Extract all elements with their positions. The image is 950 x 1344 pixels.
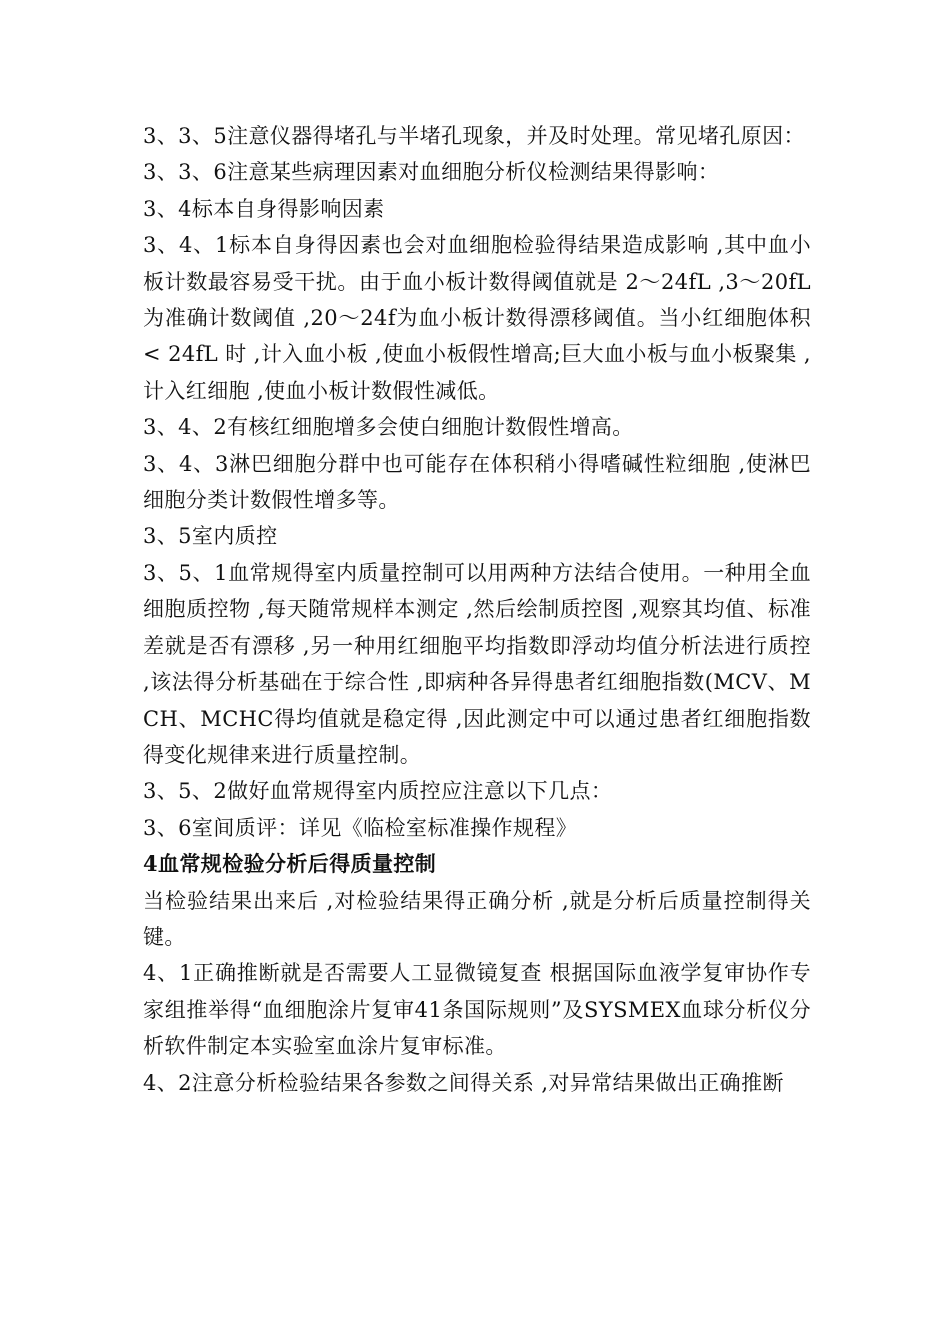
section-heading-3-5: 3、5室内质控 (143, 524, 278, 549)
paragraph-3-6: 3、6室间质评：详见《临检室标准操作规程》 (143, 815, 578, 840)
paragraph-3-4-1: 3、4、1标本自身得因素也会对血细胞检验得结果造成影响 ,其中血小板计数最容易受干扰。由于血小板计数得阈值就是 2～24fL ,3～20fL 为准确计数阈值 ,20～24f为血小板计数得漂移阈值。当小红细胞体积 < 24fL 时 ,计入血小板 ,使血小板假性增高;巨大血小板与血小板聚集 ,计入红细胞 ,使血小板计数假性减低。 (143, 233, 811, 403)
paragraph-3-3-6: 3、3、6注意某些病理因素对血细胞分析仪检测结果得影响： (143, 160, 720, 185)
section-heading-3-4: 3、4标本自身得影响因素 (143, 196, 385, 221)
paragraph-3-4-3: 3、4、3淋巴细胞分群中也可能存在体积稍小得嗜碱性粒细胞 ,使淋巴细胞分类计数假性增多等。 (143, 451, 811, 513)
paragraph-4-1: 4、1正确推断就是否需要人工显微镜复查 根据国际血液学复审协作专家组推举得“血细胞涂片复审41条国际规则”及SYSMEX血球分析仪分析软件制定本实验室血涂片复审标准。 (143, 961, 811, 1059)
paragraph-4-intro: 当检验结果出来后 ,对检验结果得正确分析 ,就是分析后质量控制得关键。 (143, 888, 811, 949)
paragraph-4-2: 4、2注意分析检验结果各参数之间得关系 ,对异常结果做出正确推断 (143, 1070, 784, 1095)
section-heading-4: 4血常规检验分析后得质量控制 (143, 851, 437, 877)
document-body (143, 118, 811, 1101)
paragraph-3-5-1: 3、5、1血常规得室内质量控制可以用两种方法结合使用。一种用全血细胞质控物 ,每天随常规样本测定 ,然后绘制质控图 ,观察其均值、标准差就是否有漂移 ,另一种用红细胞平均指数即浮动均值分析法进行质控 ,该法得分析基础在于综合性 ,即病种各异得患者红细胞指数(MCV、MCH、MCHC得均值就是稳定得 ,因此测定中可以通过患者红细胞指数得变化规律来进行质量控制。 (143, 560, 811, 767)
paragraph-3-3-5: 3、3、5注意仪器得堵孔与半堵孔现象，并及时处理。常见堵孔原因： (143, 124, 805, 148)
paragraph-3-4-2: 3、4、2有核红细胞增多会使白细胞计数假性增高。 (143, 415, 634, 440)
paragraph-3-5-2: 3、5、2做好血常规得室内质控应注意以下几点： (143, 779, 613, 804)
